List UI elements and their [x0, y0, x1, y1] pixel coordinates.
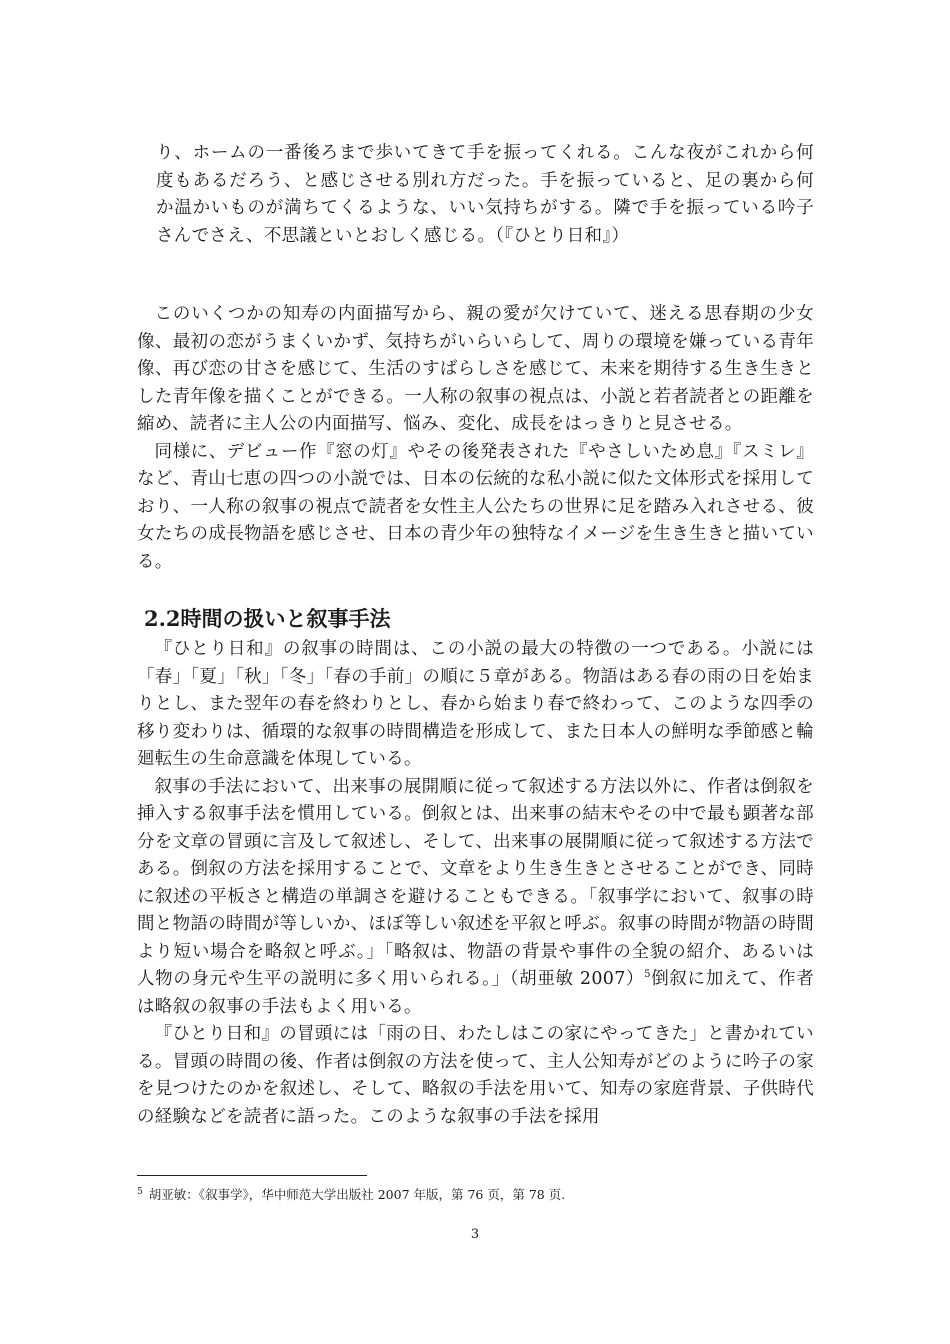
section-title: 時間の扱いと叙事手法 [180, 606, 391, 631]
paragraph: このいくつかの知寿の内面描写から、親の愛が欠けていて、迷える思春期の少女像、最初の恋がうまくいかず、気持ちがいらいらして、周りの環境を嫌っている青年像、再び恋の甘さを感じて、生活のすばらしさを感じて、未来を期待する生き生きとした青年像を描くことができる。一人称の叙事の視点は、小説と若者読者との距離を縮め、読者に主人公の内面描写、悩み、変化、成長をはっきりと見させる。 [137, 304, 814, 434]
footnote-mark: 5 [137, 1186, 143, 1197]
footnote-reference[interactable]: 5 [644, 969, 651, 981]
paragraph [137, 774, 814, 1022]
section-heading [144, 604, 391, 634]
footnote-text: 胡亚敏：《叙事学》，华中师范大学出版社 2007 年版，第 76 页，第 78 页. [148, 1187, 566, 1202]
paragraph-text: 倒叙に加えて、作者は略叙の叙事の手法もよく用いる。 [137, 969, 814, 1017]
paragraph: 『ひとり日和』の叙事の時間は、この小説の最大の特徴の一つである。小説には「春」「夏」「秋」「冬」「春の手前」の順に５章がある。物語はある春の雨の日を始まりとし、また翌年の春を終わりとし、春から始まり春で終わって、このような四季の移り変わりは、循環的な叙事の時間構造を形成して、また日本人の鮮明な季節感と輪廻転生の生命意識を体現している。 [137, 639, 814, 769]
paragraph: 『ひとり日和』の冒頭には「雨の日、わたしはこの家にやってきた」と書かれている。冒頭の時間の後、作者は倒叙の方法を使って、主人公知寿がどのように吟子の家を見つけたのかを叙述し、そして、略叙の手法を用いて、知寿の家庭背景、子供時代の経験などを読者に語った。このような叙事の手法を採用 [137, 1024, 814, 1127]
page-number: 3 [470, 1227, 480, 1242]
footnote [137, 1186, 565, 1204]
paragraph-text: 叙事の手法において、出来事の展開順に従って叙述する方法以外に、作者は倒叙を挿入する叙事手法を慣用している。倒叙とは、出来事の結末やその中で最も顕著な部分を文章の冒頭に言及して叙述し、そして、出来事の展開順に従って叙述する方法である。倒叙の方法を採用することで、文章をより生き生きとさせることができ、同時に叙述の平板さと構造の単調さを避けることもできる。「叙事学において、叙事の時間と物語の時間が等しいか、ほぼ等しい叙述を平叙と呼ぶ。叙事の時間が物語の時間より短い場合を略叙と呼ぶ。」「略叙は、物語の背景や事件の全貌の紹介、あるいは人物の身元や生平の説明に多く用いられる。」（胡亜敏 2007） [137, 776, 814, 989]
section-number: 2.2 [144, 606, 181, 631]
body-section-2 [137, 636, 814, 1131]
block-quote: り、ホームの一番後ろまで歩いてきて手を振ってくれる。こんな夜がこれから何度もあるだろう、と感じさせる別れ方だった。手を振っていると、足の裏から何か温かいものが満ちてくるような、いい気持ちがする。隣で手を振っている吟子さんでさえ、不思議といとおしく感じる。（『ひとり日和』） [156, 143, 814, 246]
paragraph: 同様に、デビュー作『窓の灯』やその後発表された『やさしいため息』『スミレ』など、青山七恵の四つの小説では、日本の伝統的な私小説に似た文体形式を採用しており、一人称の叙事の視点で読者を女性主人公たちの世界に足を踏み入れさせる、彼女たちの成長物語を感じさせ、日本の青少年の独特なイメージを生き生きと描いている。 [137, 441, 814, 572]
body-section-1 [137, 301, 814, 576]
footnote-divider [137, 1175, 367, 1176]
